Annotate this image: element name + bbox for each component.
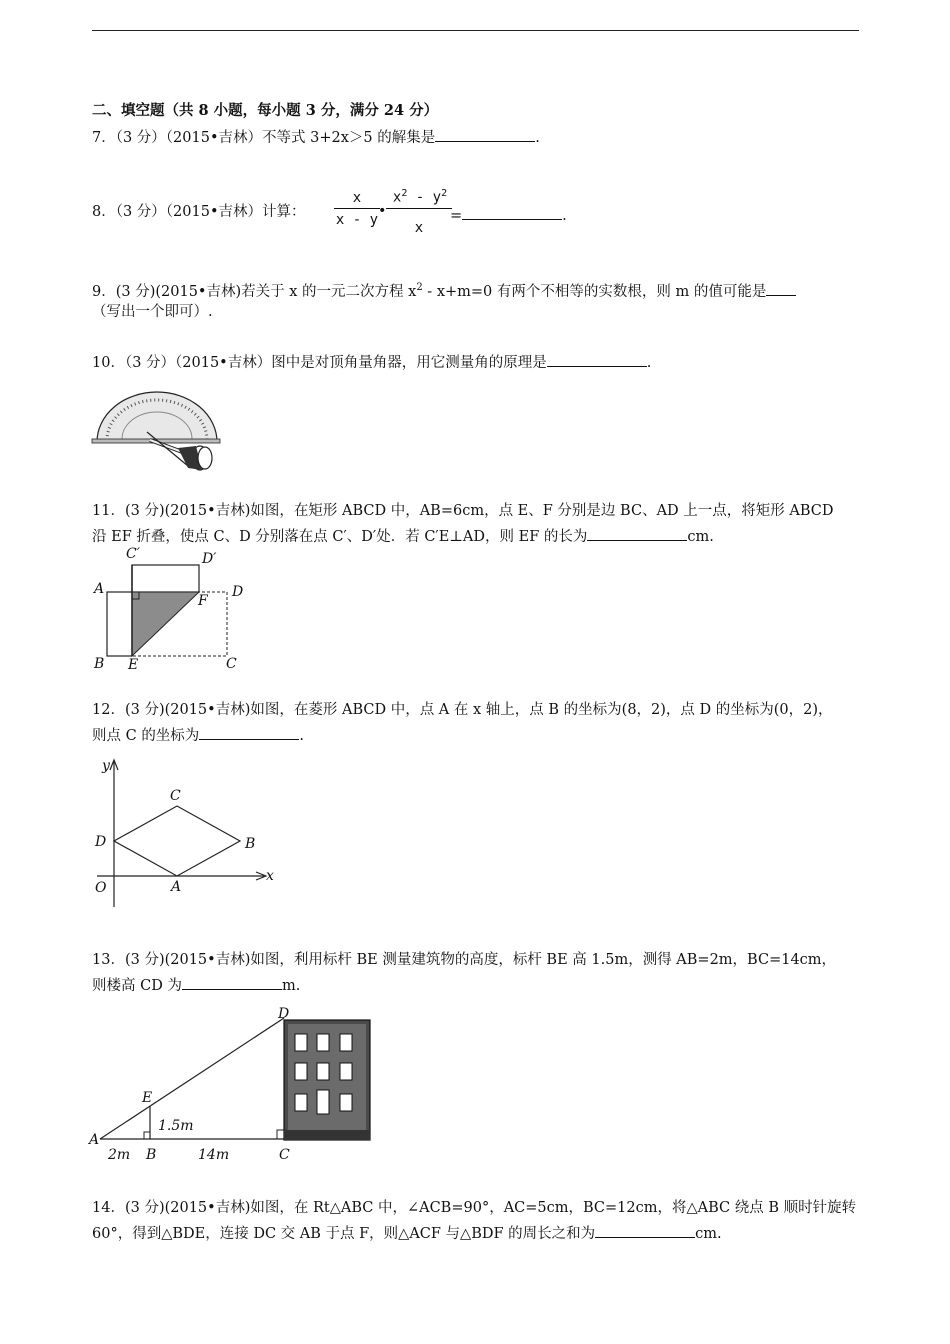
q10-text: 10．（3 分）（2015•吉林）图中是对顶角量角器，用它测量角的原理是 — [92, 355, 547, 371]
q11-label-A: A — [94, 581, 105, 597]
question-12-line2 — [92, 725, 304, 746]
q13-label-B: B — [146, 1147, 157, 1163]
building-height-figure — [88, 1002, 388, 1164]
q11-label-E: E — [128, 657, 139, 673]
q9-text-a: 9．(3 分)(2015•吉林)若关于 x 的一元二次方程 x — [92, 283, 417, 300]
q12-tail: . — [299, 728, 304, 744]
q12-text: 则点 C 的坐标为 — [92, 728, 200, 744]
header-rule — [92, 30, 859, 31]
protractor-figure — [92, 382, 222, 474]
q12-label-O: O — [95, 880, 107, 896]
q11-label-C: C — [226, 656, 237, 672]
q12-line1: 12．(3 分)(2015•吉林)如图，在菱形 ABCD 中，点 A 在 x 轴上，点 B 的坐标为(8，2)，点 D 的坐标为(0，2)， — [92, 702, 833, 718]
rectangle-fold-figure — [92, 543, 252, 673]
q12-label-A: A — [171, 879, 182, 895]
q8-dot: • — [378, 203, 387, 219]
q8-answer-blank — [462, 205, 562, 220]
q13-line1: 13．(3 分)(2015•吉林)如图，利用标杆 BE 测量建筑物的高度，标杆 BE 高 1.5m，测得 AB=2m，BC=14cm， — [92, 952, 837, 968]
q11-label-B: B — [94, 656, 105, 672]
q8-equals: = — [450, 208, 463, 224]
q12-answer-blank — [199, 725, 299, 740]
q12-label-x: x — [266, 868, 274, 884]
q7-answer-blank — [435, 127, 535, 142]
q8-answer — [450, 205, 567, 226]
q8-frac1-numerator: x — [352, 190, 362, 206]
q13-label-bc: 14m — [198, 1147, 230, 1163]
q11-label-C-prime: C′ — [126, 546, 140, 562]
q11-answer-blank — [587, 526, 687, 541]
q13-label-height: 1.5m — [158, 1118, 194, 1134]
q13-label-A: A — [89, 1132, 100, 1148]
question-10 — [92, 352, 651, 373]
q13-text: 则楼高 CD 为 — [92, 978, 182, 994]
q11-text: 沿 EF 折叠，使点 C、D 分别落在点 C′、D′处．若 C′E⊥AD，则 EF 的长为 — [92, 529, 588, 545]
q7-tail: . — [535, 130, 540, 146]
q14-tail: cm. — [695, 1226, 722, 1242]
rhombus-coordinate-figure — [92, 752, 282, 912]
question-13-line2 — [92, 975, 300, 996]
q10-answer-blank — [547, 352, 647, 367]
question-7 — [92, 127, 540, 148]
q8-frac2-numerator: $x^2 - y^2$ — [392, 188, 448, 206]
q12-label-C: C — [170, 788, 181, 804]
q11-label-F: F — [198, 593, 208, 609]
q11-line1: 11．(3 分)(2015•吉林)如图，在矩形 ABCD 中，AB=6cm，点 E、F 分别是边 BC、AD 上一点，将矩形 ABCD — [92, 503, 834, 519]
q9-superscript: 2 — [416, 282, 423, 293]
q8-frac2-denominator: x — [414, 220, 424, 236]
q7-text: 7．（3 分）（2015•吉林）不等式 3+2x＞5 的解集是 — [92, 130, 436, 146]
q11-label-D: D — [232, 584, 244, 600]
q8-tail: . — [562, 208, 567, 224]
section-title: 二、填空题（共 8 小题，每小题 3 分，满分 24 分） — [92, 102, 439, 119]
q12-label-D: D — [95, 834, 107, 850]
q11-tail: cm. — [687, 529, 714, 545]
q8-frac1-denominator: x - y — [335, 212, 379, 228]
question-14-line2 — [92, 1223, 722, 1244]
q14-answer-blank — [595, 1223, 695, 1238]
q14-line1: 14．(3 分)(2015•吉林)如图，在 Rt△ABC 中，∠ACB=90°，AC=5cm，BC=12cm，将△ABC 绕点 B 顺时针旋转 — [92, 1200, 857, 1216]
q13-label-E: E — [142, 1090, 153, 1106]
q13-tail: m. — [281, 978, 301, 994]
q8-frac2-bar — [386, 208, 452, 209]
q9-answer-blank — [766, 281, 796, 296]
q12-label-y: y — [102, 758, 110, 774]
q8-prefix: 8．（3 分）（2015•吉林）计算： — [92, 204, 306, 220]
q13-answer-blank — [182, 975, 282, 990]
q10-tail: . — [646, 355, 652, 371]
q14-text: 60°，得到△BDE，连接 DC 交 AB 于点 F，则△ACF 与△BDF 的周长之和为 — [92, 1226, 596, 1242]
q12-label-B: B — [245, 836, 256, 852]
q9-text-b: - x+m=0 有两个不相等的实数根，则 m 的值可能是 — [422, 283, 767, 300]
q13-label-D: D — [278, 1006, 290, 1022]
q13-label-C: C — [279, 1147, 290, 1163]
q9-line2: （写出一个即可）. — [92, 304, 213, 320]
question-9-line1 — [92, 278, 796, 302]
q11-label-D-prime: D′ — [202, 551, 217, 567]
q13-label-ab: 2m — [108, 1147, 131, 1163]
q8-frac1-bar — [334, 208, 380, 209]
